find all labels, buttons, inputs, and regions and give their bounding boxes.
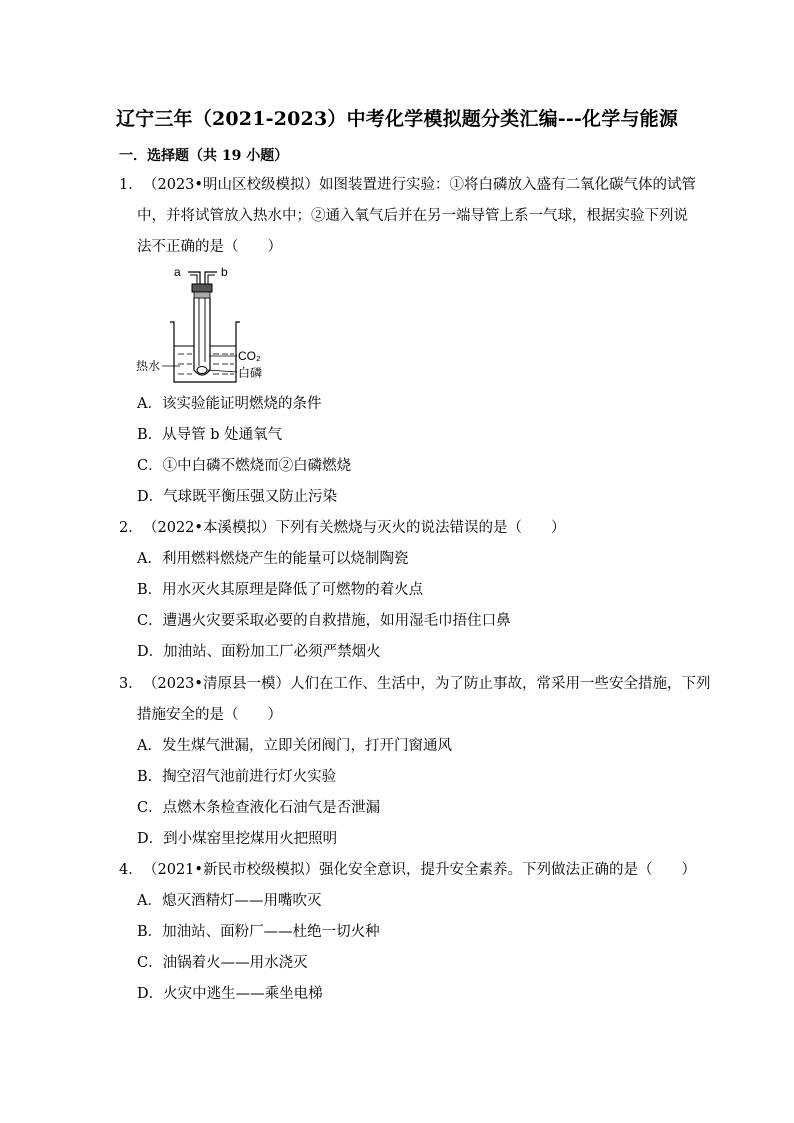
question-3-line-2: 措施安全的是（ ） [137, 707, 282, 723]
question-1-number: 1． [119, 177, 143, 193]
question-1-option-a: A．该实验能证明燃烧的条件 [137, 396, 322, 412]
question-4-option-a: A．熄灭酒精灯——用嘴吹灭 [137, 893, 322, 909]
question-1-option-b: B．从导管 b 处通氧气 [137, 427, 283, 443]
question-3-option-c: C．点燃木条检查液化石油气是否泄漏 [137, 800, 381, 816]
question-1-line-2: 中，并将试管放入热水中；②通入氧气后并在另一端导管上系一气球，根据实验下列说 [137, 208, 688, 224]
label-co2: CO₂ [238, 349, 261, 363]
question-4-option-d: D．火灾中逃生——乘坐电梯 [137, 986, 323, 1002]
question-1-option-c: C．①中白磷不燃烧而②白磷燃烧 [137, 458, 352, 474]
label-hot-water: 热水 [136, 359, 161, 373]
label-a: a [174, 265, 181, 279]
question-1-line-1: （2023•明山区校级模拟）如图装置进行实验：①将白磷放入盛有二氧化碳气体的试管 [143, 177, 696, 193]
experiment-apparatus-diagram [132, 262, 282, 390]
question-3-option-b: B．掏空沼气池前进行灯火实验 [137, 769, 337, 785]
section-heading: 一．选择题（共 19 小题） [119, 148, 289, 164]
question-3-line-1: （2023•清原县一模）人们在工作、生活中，为了防止事故，常采用一些安全措施，下列 [143, 676, 711, 692]
question-1-option-d: D．气球既平衡压强又防止污染 [137, 489, 338, 505]
question-2-number: 2． [119, 520, 143, 536]
question-3-option-d: D．到小煤窑里挖煤用火把照明 [137, 831, 338, 847]
question-3-number: 3． [119, 676, 143, 692]
label-white-phosphorus: 白磷 [238, 366, 263, 380]
label-b: b [221, 265, 228, 279]
question-4-option-c: C．油锅着火——用水浇灭 [137, 955, 308, 971]
question-2-option-a: A．利用燃料燃烧产生的能量可以烧制陶瓷 [137, 551, 409, 567]
question-3-option-a: A．发生煤气泄漏，立即关闭阀门，打开门窗通风 [137, 738, 452, 754]
question-2-option-b: B．用水灭火其原理是降低了可燃物的着火点 [137, 582, 424, 598]
question-2-option-c: C．遭遇火灾要采取必要的自救措施，如用湿毛巾捂住口鼻 [137, 613, 511, 629]
question-2-option-d: D．加油站、面粉加工厂必须严禁烟火 [137, 644, 381, 660]
question-4-line-1: （2021•新民市校级模拟）强化安全意识，提升安全素养。下列做法正确的是（ ） [143, 862, 696, 878]
question-1-line-3: 法不正确的是（ ） [137, 239, 282, 255]
question-4-option-b: B．加油站、面粉厂——杜绝一切火种 [137, 924, 380, 940]
question-2-line-1: （2022•本溪模拟）下列有关燃烧与灭火的说法错误的是（ ） [143, 520, 566, 536]
question-4-number: 4． [119, 862, 143, 878]
document-title: 辽宁三年（2021-2023）中考化学模拟题分类汇编---化学与能源 [115, 108, 679, 130]
